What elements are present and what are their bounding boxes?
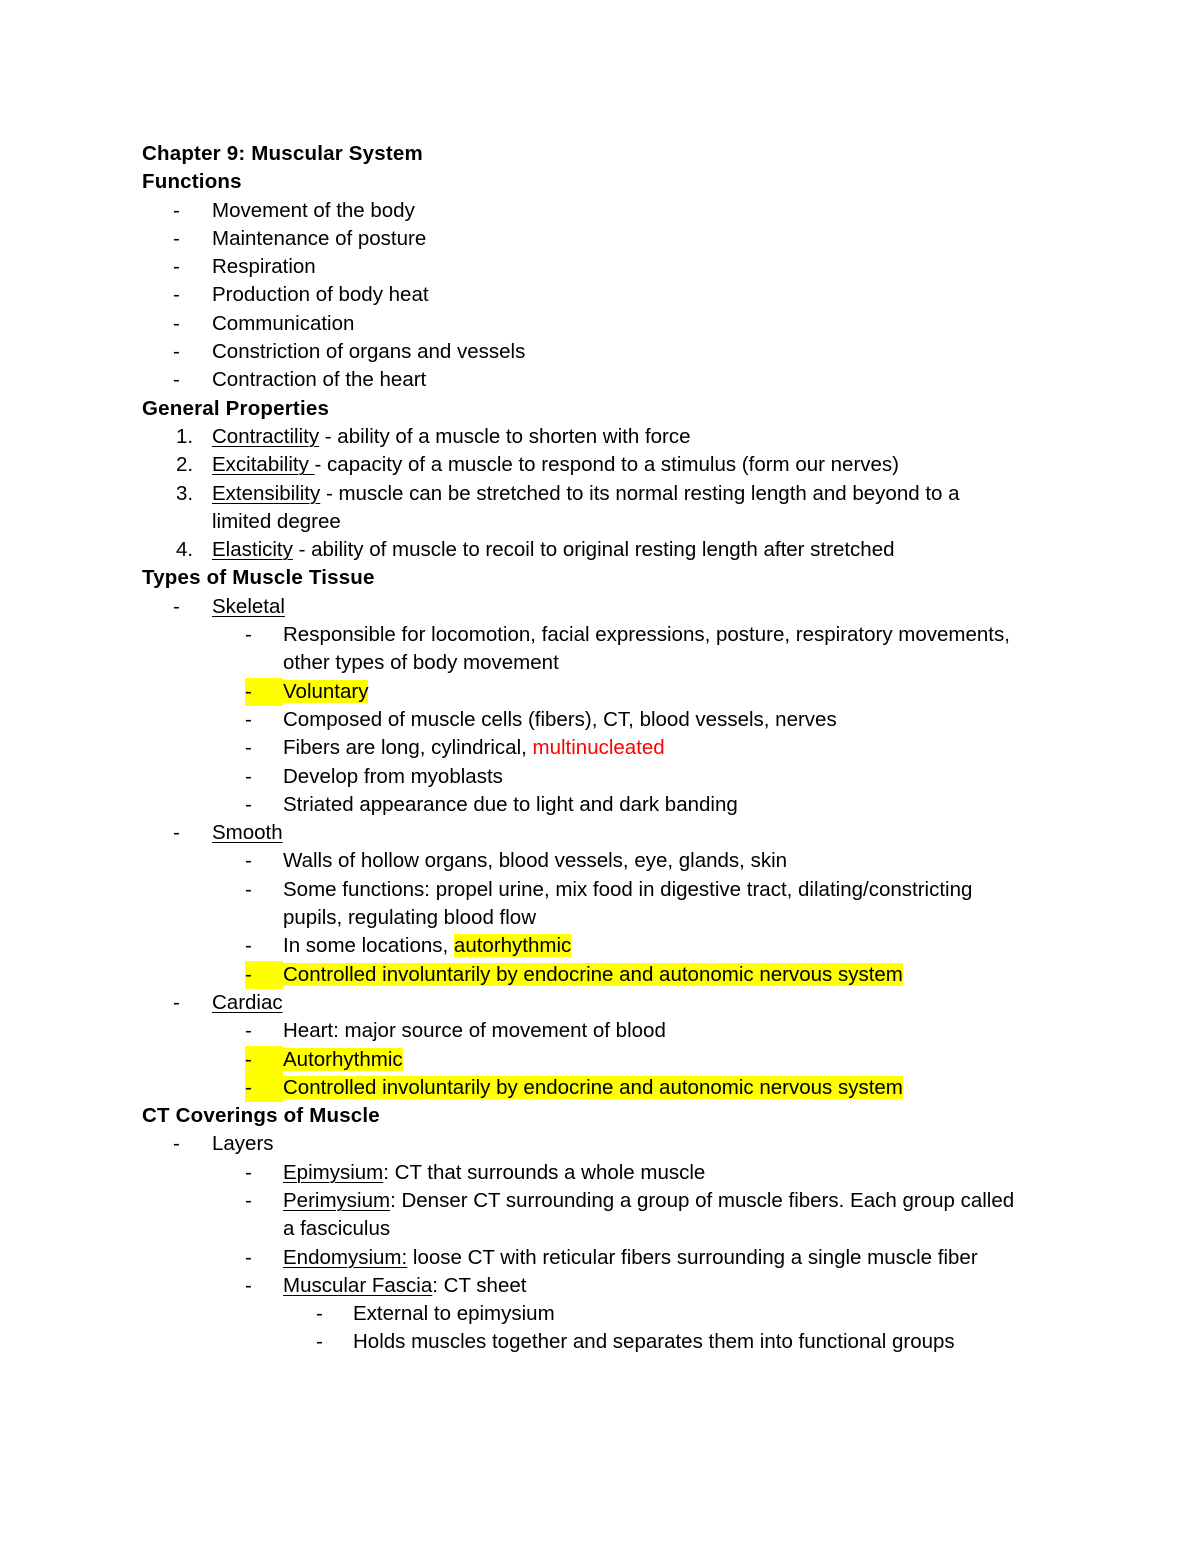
term-perimysium: Perimysium — [283, 1188, 391, 1212]
bullet-dash: - — [173, 283, 180, 307]
list-item: - Muscular Fascia: CT sheet — [142, 1272, 1102, 1300]
list-item: - Striated appearance due to light and dark banding — [142, 791, 1102, 819]
bullet-dash: - — [316, 1330, 323, 1354]
skeletal-item — [142, 593, 1102, 621]
bullet-dash: - — [173, 311, 180, 335]
list-item: - Respiration — [142, 253, 1102, 281]
list-item: - Maintenance of posture — [142, 225, 1102, 253]
list-item: - Some functions: propel urine, mix food in digestive tract, dilating/constricting — [142, 876, 1102, 904]
item-number: 3. — [176, 481, 194, 505]
bullet-dash: - — [245, 707, 252, 731]
highlighted-text: Voluntary — [283, 679, 369, 703]
term-contractility: Contractility — [212, 424, 320, 448]
bullet-dash: - — [245, 1074, 283, 1102]
list-item-highlighted — [142, 678, 1102, 706]
smooth-label: Smooth — [212, 821, 283, 845]
bullet-dash: - — [173, 255, 180, 279]
list-item: - Responsible for locomotion, facial expressions, posture, respiratory movements, — [142, 621, 1102, 649]
term-epimysium: Epimysium — [283, 1160, 384, 1184]
list-item: - Endomysium: loose CT with reticular fibers surrounding a single muscle fiber — [142, 1244, 1102, 1272]
bullet-dash: - — [245, 849, 252, 873]
bullet-dash: - — [245, 623, 252, 647]
bullet-dash: - — [245, 678, 283, 706]
smooth-item — [142, 819, 1102, 847]
list-item: - External to epimysium — [142, 1300, 1102, 1328]
properties-heading: General Properties — [142, 396, 330, 420]
bullet-dash: - — [245, 961, 283, 989]
highlighted-text: autorhythmic — [453, 934, 572, 958]
list-item: - In some locations, autorhythmic — [142, 932, 1102, 960]
list-item: - Communication — [142, 310, 1102, 338]
list-item-continuation: a fasciculus — [283, 1217, 391, 1241]
term-elasticity: Elasticity — [212, 538, 293, 562]
list-item-highlighted — [142, 1046, 1102, 1074]
item-number: 2. — [176, 453, 194, 477]
functions-list — [142, 197, 1102, 395]
bullet-dash: - — [245, 1019, 252, 1043]
red-text: multinucleated — [532, 736, 665, 760]
bullet-dash: - — [173, 594, 180, 618]
list-item: - Develop from myoblasts — [142, 763, 1102, 791]
bullet-dash: - — [173, 198, 180, 222]
highlighted-text: Autorhythmic — [283, 1047, 403, 1071]
bullet-dash: - — [245, 1245, 252, 1269]
list-item: - Composed of muscle cells (fibers), CT, blood vessels, nerves — [142, 706, 1102, 734]
types-heading: Types of Muscle Tissue — [142, 566, 375, 590]
list-item: - Constriction of organs and vessels — [142, 338, 1102, 366]
list-item-continuation: other types of body movement — [283, 651, 559, 675]
bullet-dash: - — [173, 340, 180, 364]
highlighted-text: Controlled involuntarily by endocrine and autonomic nervous system — [283, 1075, 903, 1099]
document-page — [142, 140, 1102, 1357]
numbered-item: 4. Elasticity - ability of muscle to recoil to original resting length after stretched — [142, 536, 1102, 564]
layers-item: - Layers — [142, 1130, 1102, 1158]
bullet-dash: - — [245, 1273, 252, 1297]
list-item-continuation: pupils, regulating blood flow — [283, 906, 536, 930]
bullet-dash: - — [245, 764, 252, 788]
bullet-dash: - — [173, 990, 180, 1014]
bullet-dash: - — [245, 1160, 252, 1184]
list-item: - Fibers are long, cylindrical, multinucleated — [142, 734, 1102, 762]
bullet-dash: - — [173, 1132, 180, 1156]
bullet-dash: - — [173, 226, 180, 250]
bullet-dash: - — [245, 736, 252, 760]
numbered-item: 3. Extensibility - muscle can be stretched to its normal resting length and beyond to a — [142, 480, 1102, 508]
coverings-heading: CT Coverings of Muscle — [142, 1104, 380, 1128]
functions-heading: Functions — [142, 170, 242, 194]
numbered-item: 2. Excitability - capacity of a muscle to respond to a stimulus (form our nerves) — [142, 451, 1102, 479]
list-item: - Holds muscles together and separates them into functional groups — [142, 1328, 1102, 1356]
cardiac-item — [142, 989, 1102, 1017]
highlighted-text: Controlled involuntarily by endocrine and autonomic nervous system — [283, 962, 903, 986]
list-item: - Heart: major source of movement of blood — [142, 1017, 1102, 1045]
numbered-item-continuation: limited degree — [212, 509, 341, 533]
bullet-dash: - — [245, 934, 252, 958]
page-title: Chapter 9: Muscular System — [142, 142, 423, 165]
item-number: 4. — [176, 538, 194, 562]
bullet-dash: - — [245, 1188, 252, 1212]
numbered-item: 1. Contractility - ability of a muscle to shorten with force — [142, 423, 1102, 451]
bullet-dash: - — [316, 1302, 323, 1326]
term-extensibility: Extensibility — [212, 481, 321, 505]
list-item: - Contraction of the heart — [142, 366, 1102, 394]
list-item: - Perimysium: Denser CT surrounding a group of muscle fibers. Each group called — [142, 1187, 1102, 1215]
list-item: - Epimysium: CT that surrounds a whole muscle — [142, 1159, 1102, 1187]
properties-list — [142, 423, 1102, 564]
list-item: - Production of body heat — [142, 281, 1102, 309]
bullet-dash: - — [245, 1046, 283, 1074]
bullet-dash: - — [245, 877, 252, 901]
item-number: 1. — [176, 424, 194, 448]
list-item-highlighted — [142, 1074, 1102, 1102]
list-item: - Movement of the body — [142, 197, 1102, 225]
cardiac-label: Cardiac — [212, 990, 283, 1014]
bullet-dash: - — [245, 792, 252, 816]
skeletal-label: Skeletal — [212, 594, 285, 618]
list-item-highlighted — [142, 961, 1102, 989]
term-endomysium: Endomysium: — [283, 1245, 408, 1269]
list-item: - Walls of hollow organs, blood vessels, eye, glands, skin — [142, 847, 1102, 875]
term-muscular-fascia: Muscular Fascia — [283, 1273, 433, 1297]
term-excitability: Excitability — [212, 453, 315, 477]
bullet-dash: - — [173, 368, 180, 392]
bullet-dash: - — [173, 821, 180, 845]
